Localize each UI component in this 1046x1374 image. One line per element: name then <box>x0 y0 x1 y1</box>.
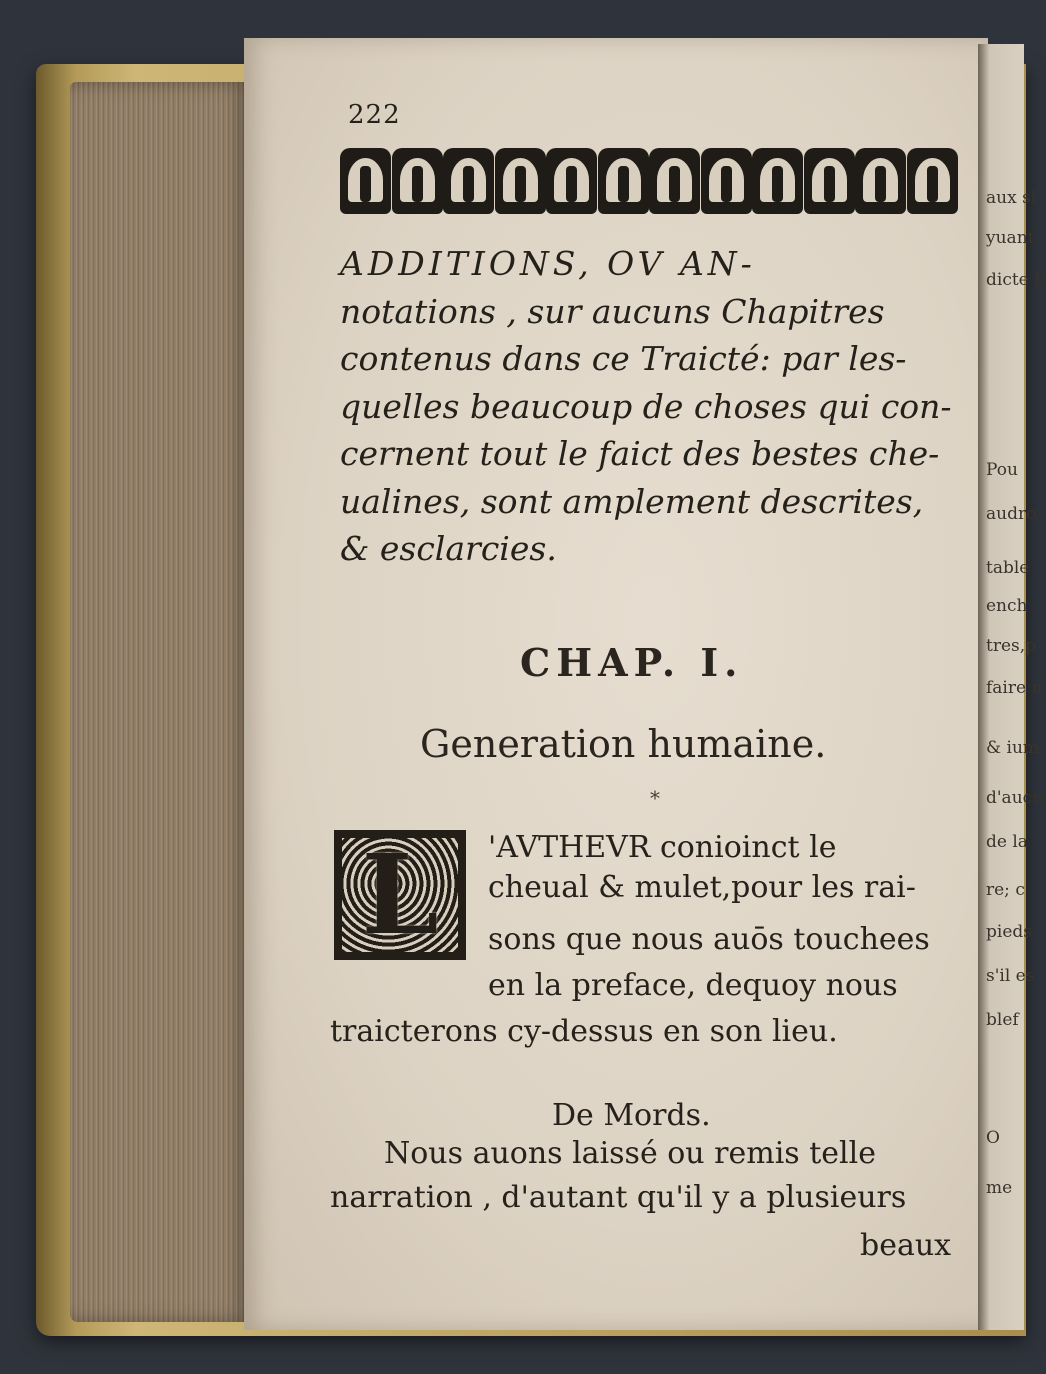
heading-line: ualines, sont amplement descrites, <box>340 481 924 521</box>
facing-fragment: faire n <box>986 678 1043 698</box>
ornament-motif <box>392 148 443 214</box>
facing-fragment: aux si <box>986 188 1037 208</box>
facing-fragment: audro <box>986 504 1037 524</box>
heading-line: quelles beaucoup de choses qui con- <box>340 386 952 426</box>
heading-line: contenus dans ce Traicté: par les- <box>340 339 907 378</box>
ornament-motif <box>495 148 546 214</box>
facing-fragment: yuant <box>986 228 1035 248</box>
section-heading <box>340 240 960 573</box>
section-subheading: De Mords. <box>552 1098 711 1133</box>
ornament-motif <box>340 148 391 214</box>
facing-fragment: re; c <box>986 880 1025 900</box>
paragraph-line: traicterons cy-dessus en son lieu. <box>330 1014 838 1049</box>
facing-fragment: O <box>986 1128 1000 1148</box>
facing-fragment: & ium <box>986 738 1040 758</box>
ornament-motif <box>907 148 958 214</box>
heading-line: ADDITIONS, OV AN- <box>340 244 756 283</box>
paragraph-line: sons que nous auōs touchees <box>488 922 930 957</box>
ornament-motif <box>598 148 649 214</box>
initial-floral-background <box>342 830 458 959</box>
ornament-motif <box>649 148 700 214</box>
initial-letter: L <box>361 830 439 959</box>
facing-fragment: s'il es <box>986 966 1035 986</box>
paragraph-line: cheual & mulet,pour les rai- <box>488 870 916 905</box>
chapter-subtitle: Generation humaine. <box>420 722 827 766</box>
ornament-motif <box>752 148 803 214</box>
heading-line: cernent tout le faict des bestes che- <box>340 434 940 473</box>
page-number: 222 <box>348 100 401 130</box>
heading-line: & esclarcies. <box>340 529 557 568</box>
ornament-motif <box>443 148 494 214</box>
ornament-motif <box>546 148 597 214</box>
ornament-motif <box>701 148 752 214</box>
paragraph-line: Nous auons laissé ou remis telle <box>384 1136 876 1171</box>
paragraph-line: narration , d'autant qu'il y a plusieurs <box>330 1180 907 1215</box>
facing-fragment: Pou <box>986 460 1018 480</box>
heading-line: notations , sur aucuns Chapitres <box>340 291 885 331</box>
facing-fragment: de la <box>986 832 1028 852</box>
page-edges <box>70 82 250 1322</box>
paragraph-line: 'AVTHEVR conioinct le <box>488 830 837 865</box>
facing-fragment: d'aucu <box>986 788 1044 808</box>
catchword: beaux <box>860 1228 952 1263</box>
facing-fragment: tres,p <box>986 636 1037 656</box>
ornament-motif <box>804 148 855 214</box>
facing-fragment: table <box>986 558 1030 578</box>
ornament-mark: * <box>650 786 660 810</box>
chapter-title: CHAP. I. <box>520 640 744 685</box>
facing-page <box>978 44 1046 1330</box>
ornament-motif <box>855 148 906 214</box>
facing-fragment: pieds <box>986 922 1032 942</box>
facing-fragment: blef <box>986 1010 1019 1030</box>
paragraph-line: en la preface, dequoy nous <box>488 968 898 1003</box>
facing-fragment: me <box>986 1178 1013 1198</box>
facing-fragment: ench <box>986 596 1028 616</box>
facing-fragment: dicte P <box>986 270 1046 290</box>
ornamental-header-band <box>340 148 960 220</box>
decorated-initial <box>334 830 466 960</box>
